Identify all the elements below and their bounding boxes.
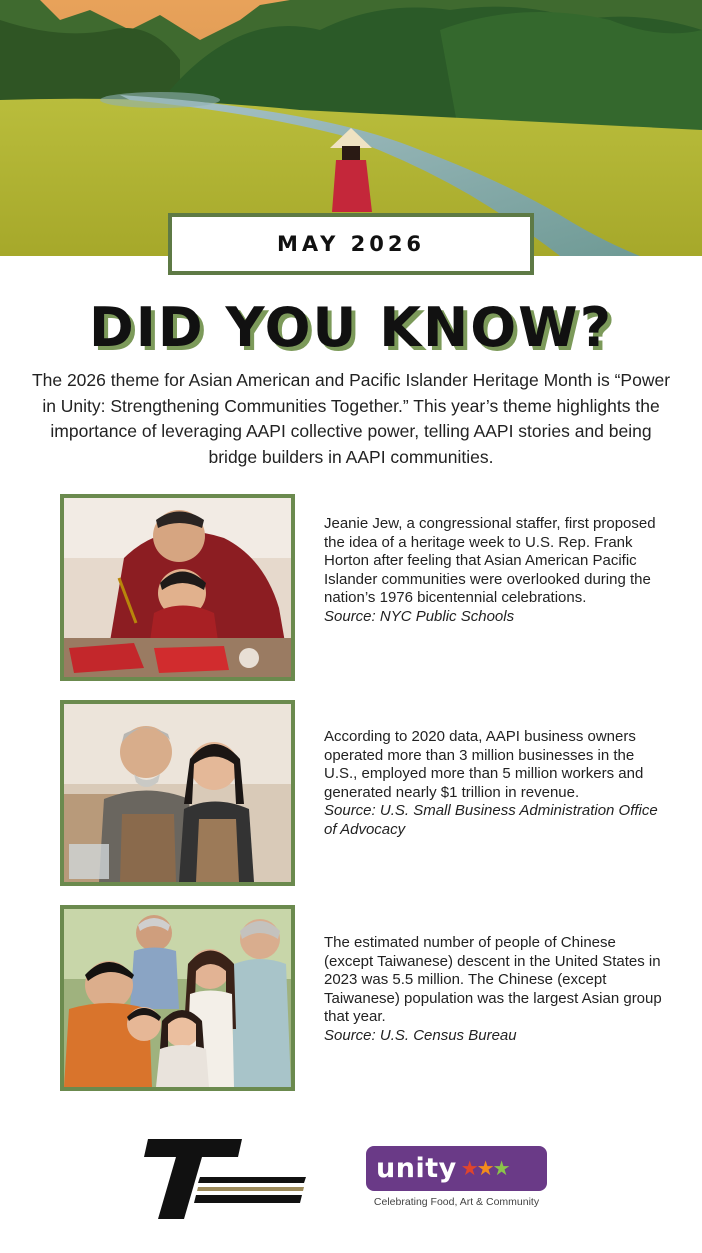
date-label-box [168,213,534,275]
fact-3-source: Source: U.S. Census Bureau [324,1026,517,1044]
unity-logo [366,1146,547,1191]
intro-paragraph: The 2026 theme for Asian American and Pacific Islander Heritage Month is “Power in Unity: Strengthening Communities Together.” This year’s theme highlights the importance of leveraging AAPI collective power, telling AAPI stories and being bridge builders in AAPI communities. [31,370,671,467]
fact-2-text [324,728,669,840]
page-headline: DID YOU KNOW? [88,296,614,359]
unity-wordmark: unity [376,1153,457,1184]
unity-stars-icon: ★★★ [460,1158,509,1180]
fact-1-source: Source: NYC Public Schools [324,607,515,625]
date-label: MAY 2026 [276,232,426,256]
fact-1-body: Jeanie Jew, a congressional staffer, first proposed the idea of a heritage week to U.S. Rep. Frank Horton after feeling that Asian American Pacific Islander communities were overlooked during the nation’s 1976 bicentennial celebrations. [324,515,656,607]
fact-2-source: Source: U.S. Small Business Administration Office of Advocacy [324,802,658,838]
fact-2-body: According to 2020 data, AAPI business owners operated more than 3 million businesses in the U.S., employed more than 5 million workers and generated nearly $1 trillion in revenue. [324,728,644,801]
fact-3-text [324,934,669,1046]
fact-1-text [324,515,669,627]
thompson-hospitality-label: THOMPSON HOSPITALITY [206,1176,303,1185]
fact-2-photo [60,700,295,886]
unity-tagline: Celebrating Food, Art & Community [373,1196,540,1208]
fact-3-body: The estimated number of people of Chinese (except Taiwanese) descent in the United States in 2023 was 5.5 million. The Chinese (except Taiwanese) population was the largest Asian group that year. [324,934,662,1026]
fact-1-photo [60,494,295,681]
fact-3-photo [60,905,295,1091]
